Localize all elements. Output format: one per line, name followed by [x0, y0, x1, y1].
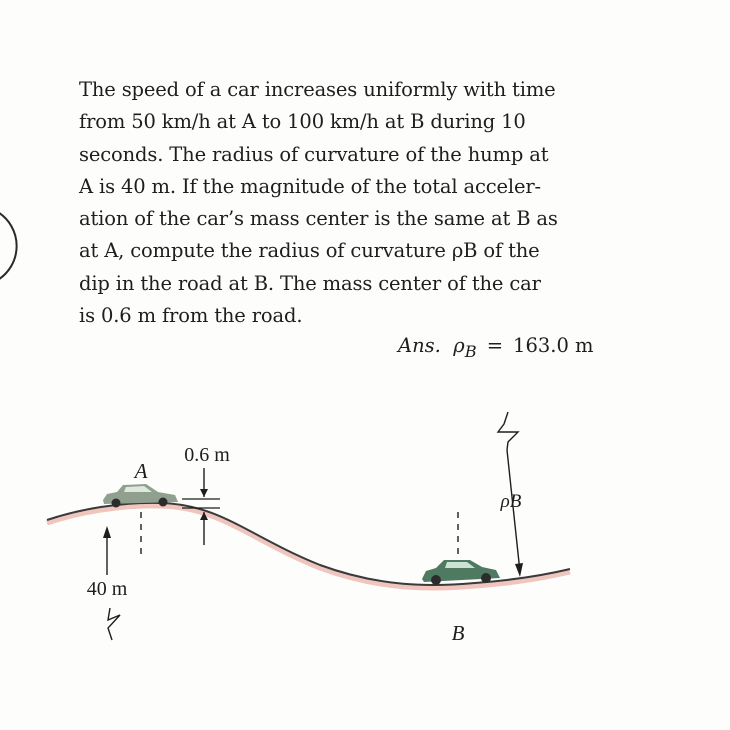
problem-line-6: at A, compute the radius of curvature ρB of the — [79, 239, 540, 263]
answer-symbol: ρ — [453, 334, 465, 357]
problem-line-1: The speed of a car increases uniformly with time — [79, 78, 556, 101]
label-height: 0.6 m — [184, 444, 230, 466]
label-radius-A: 40 m — [86, 578, 128, 600]
problem-line-8: is 0.6 m from the road. — [79, 304, 303, 328]
car-B — [422, 560, 500, 585]
problem-line-5: ation of the car’s mass center is the same at B as — [79, 207, 558, 231]
label-rho-B: ρB — [500, 491, 522, 512]
problem-line-2: from 50 km/h at A to 100 km/h at B during 10 — [79, 110, 526, 134]
answer-subscript: B — [464, 341, 477, 361]
answer-value: 163.0 m — [513, 334, 594, 357]
answer-equals: = — [486, 334, 504, 357]
problem-line-3: seconds. The radius of curvature of the hump at — [79, 142, 549, 166]
label-B: B — [451, 621, 465, 645]
answer-prefix: Ans. — [398, 334, 441, 357]
problem-line-4: A is 40 m. If the magnitude of the total acceler- — [79, 174, 541, 198]
label-A: A — [134, 459, 148, 483]
problem-line-7: dip in the road at B. The mass center of the car — [79, 271, 541, 295]
